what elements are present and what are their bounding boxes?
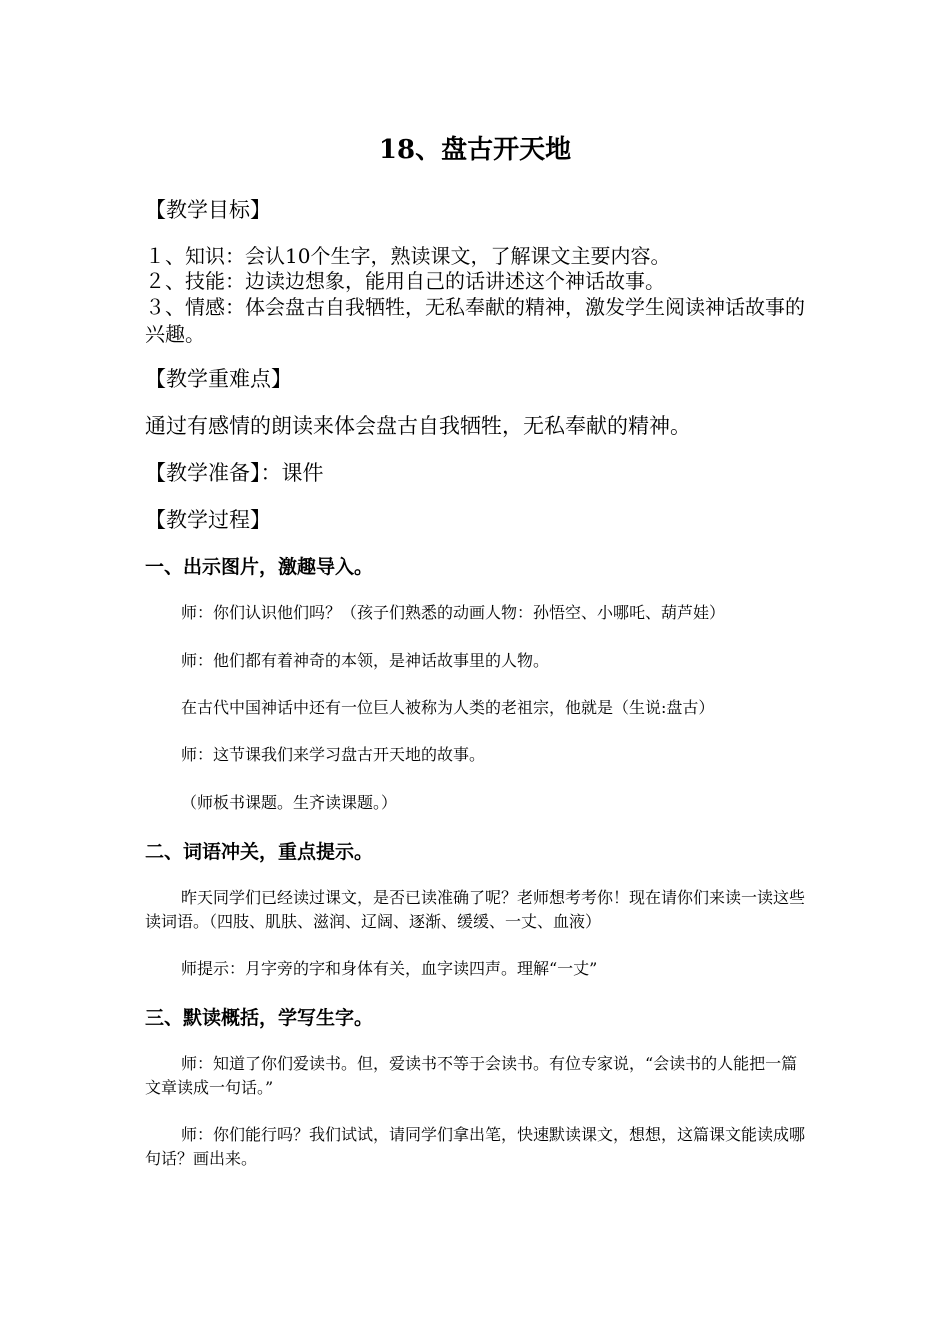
- goal-item-1: １、知识：会认10个生字，熟读课文，了解课文主要内容。: [145, 244, 671, 268]
- goal-item-3: ３、情感：体会盘古自我牺牲，无私奉献的精神，激发学生阅读神话故事的兴趣。: [145, 295, 805, 346]
- process-heading: 【教学过程】: [145, 508, 271, 532]
- preparation-heading: 【教学准备】：课件: [145, 461, 324, 485]
- part1-line-3: 在古代中国神话中还有一位巨人被称为人类的老祖宗，他就是（生说:盘古）: [181, 698, 715, 717]
- part1-line-2: 师：他们都有着神奇的本领，是神话故事里的人物。: [181, 651, 550, 670]
- part1-line-4: 师：这节课我们来学习盘古开天地的故事。: [181, 745, 486, 764]
- key-points-heading: 【教学重难点】: [145, 367, 292, 391]
- key-points-text: 通过有感情的朗读来体会盘古自我牺牲，无私奉献的精神。: [145, 414, 691, 438]
- part2-paragraph-1: 昨天同学们已经读过课文，是否已读准确了呢？老师想考考你！现在请你们来读一读这些读词语。（四肢、肌肤、滋润、辽阔、逐渐、缓缓、一丈、血液）: [145, 888, 806, 931]
- part1-heading: 一、出示图片，激趣导入。: [145, 556, 374, 578]
- part1-line-5: （师板书课题。生齐读课题。）: [181, 793, 398, 812]
- part2-heading: 二、词语冲关，重点提示。: [145, 841, 374, 863]
- part3-paragraph-2: 师：你们能行吗？我们试试，请同学们拿出笔，快速默读课文，想想，这篇课文能读成哪句话？画出来。: [145, 1125, 806, 1168]
- goal-item-2: ２、技能：边读边想象，能用自己的话讲述这个神话故事。: [145, 269, 665, 293]
- part3-heading: 三、默读概括，学写生字。: [145, 1007, 374, 1029]
- page-title: 18、盘古开天地: [378, 135, 572, 165]
- part2-paragraph-2: 师提示：月字旁的字和身体有关，血字读四声。理解“一丈”: [181, 959, 598, 978]
- part1-line-1: 师：你们认识他们吗？（孩子们熟悉的动画人物：孙悟空、小哪吒、葫芦娃）: [181, 603, 726, 622]
- goals-heading: 【教学目标】: [145, 198, 271, 222]
- part3-paragraph-1: 师：知道了你们爱读书。但，爱读书不等于会读书。有位专家说，“会读书的人能把一篇文章读成一句话。”: [145, 1054, 798, 1097]
